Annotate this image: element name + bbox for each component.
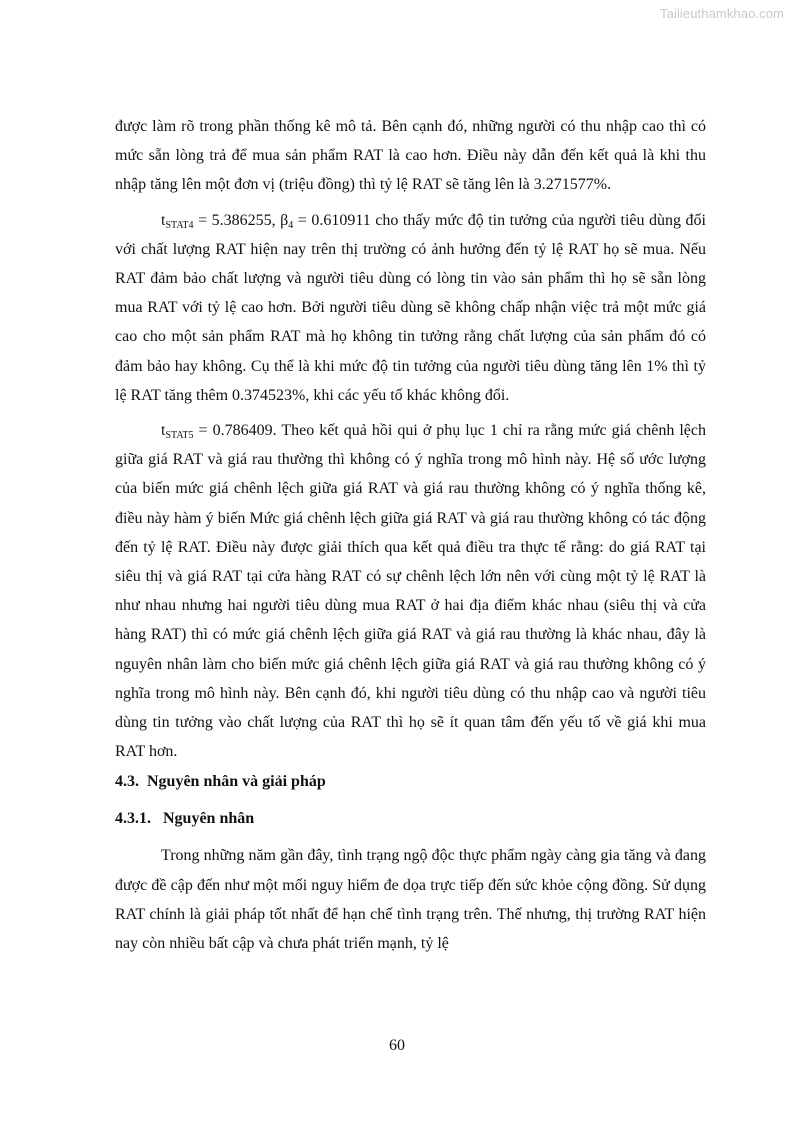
stat5-subscript: STAT5 bbox=[165, 430, 194, 442]
section-number: 4.3. bbox=[115, 773, 139, 791]
beta-text: = 5.386255, β bbox=[193, 211, 289, 229]
paragraph-price-gap-effect bbox=[115, 416, 706, 766]
price-gap-body: = 0.786409. Theo kết quả hồi qui ở phụ lục 1 chỉ ra rằng mức giá chênh lệch giữa giá RAT và giá rau thường thì không có ý nghĩa trong mô hình này. Hệ số ước lượng của biến mức giá chênh lệch giữa giá RAT và giá rau thường không có ý nghĩa thống kê, điều này hàm ý biến Mức giá chênh lệch giữa giá RAT và giá rau thường không có tác động đến tỷ lệ RAT. Điều này được giải thích qua kết quả điều tra thực tế rằng: do giá RAT tại siêu thị và giá RAT tại cửa hàng RAT có sự chênh lệch lớn nên với cùng một tỷ lệ RAT là như nhau nhưng hai người tiêu dùng mua RAT ở hai địa điểm khác nhau (siêu thị và cửa hàng RAT) thì có mức giá chênh lệch giữa giá RAT và giá rau thường là khác nhau, đây là nguyên nhân làm cho biến mức giá chênh lệch giữa giá RAT và giá rau thường không có ý nghĩa trong mô hình này. Bên cạnh đó, khi người tiêu dùng có thu nhập cao và người tiêu dùng tin tưởng vào chất lượng của RAT thì họ sẽ ít quan tâm đến yếu tố về giá khi mua RAT hơn. bbox=[115, 422, 706, 761]
beta4-subscript: 4 bbox=[288, 219, 294, 231]
section-heading-4-3 bbox=[115, 772, 706, 792]
page-content bbox=[115, 112, 706, 964]
t-symbol: t bbox=[161, 422, 166, 440]
subsection-number: 4.3.1. bbox=[115, 810, 151, 828]
paragraph-income-effect: được làm rõ trong phần thống kê mô tả. Bên cạnh đó, những người có thu nhập cao thì có mức sẵn lòng trả để mua sản phẩm RAT là cao hơn. Điều này dẫn đến kết quả là khi thu nhập tăng lên một đơn vị (triệu đồng) thì tỷ lệ RAT sẽ tăng lên là 3.271577%. bbox=[115, 118, 706, 194]
subsection-heading-4-3-1 bbox=[115, 809, 706, 829]
subsection-title: Nguyên nhân bbox=[163, 810, 255, 828]
paragraph-causes-intro: Trong những năm gần đây, tình trạng ngộ độc thực phẩm ngày càng gia tăng và đang được đề cập đến như một mối nguy hiểm đe dọa trực tiếp đến sức khỏe cộng đồng. Sử dụng RAT chính là giải pháp tốt nhất để hạn chế tình trạng trên. Thế nhưng, thị trường RAT hiện nay còn nhiều bất cập và chưa phát triển mạnh, tỷ lệ bbox=[115, 847, 706, 953]
t-symbol: t bbox=[161, 211, 166, 229]
watermark: Tailieuthamkhao.com bbox=[659, 6, 784, 21]
page-number: 60 bbox=[389, 1037, 405, 1054]
stat4-subscript: STAT4 bbox=[165, 219, 194, 231]
paragraph-trust-effect bbox=[115, 206, 706, 410]
trust-effect-body: = 0.610911 cho thấy mức độ tin tưởng của người tiêu dùng đối với chất lượng RAT hiện nay trên thị trường có ảnh hưởng đến tỷ lệ RAT họ sẽ mua. Nếu RAT đảm bảo chất lượng và người tiêu dùng có lòng tin vào sản phẩm thì họ sẽ sẵn lòng mua RAT với tỷ lệ cao hơn. Bởi người tiêu dùng sẽ không chấp nhận việc trả một mức giá cao cho một sản phẩm RAT mà họ không tin tưởng rằng chất lượng của sản phẩm đó có đảm bảo hay không. Cụ thể là khi mức độ tin tưởng của người tiêu dùng tăng lên 1% thì tỷ lệ RAT tăng thêm 0.374523%, khi các yếu tố khác không đổi. bbox=[115, 211, 707, 404]
section-title: Nguyên nhân và giải pháp bbox=[147, 773, 326, 791]
